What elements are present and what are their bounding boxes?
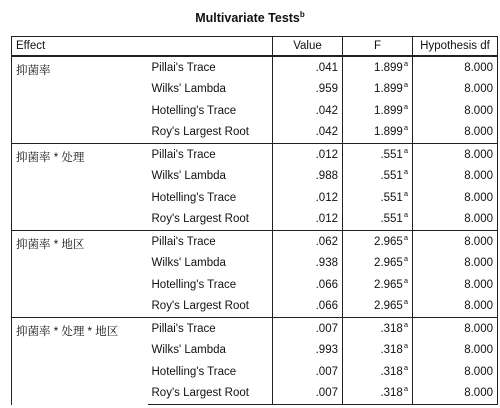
f-cell [343,166,413,188]
f-value: 1.899 [374,126,403,139]
table-row [12,56,498,79]
effect-cell: 抑菌率 * 处理 [12,144,148,231]
f-cell [343,122,413,144]
table-body [12,56,498,405]
statistic-cell: Pillai's Trace [148,231,273,253]
f-footnote: a [403,58,408,68]
statistic-cell: Wilks' Lambda [148,340,273,362]
f-cell [343,361,413,383]
value-cell: .012 [273,209,343,231]
hypothesis-df-cell: 8.000 [413,56,498,79]
f-footnote: a [403,297,408,307]
f-value: 1.899 [374,61,403,74]
value-cell: .042 [273,100,343,122]
value-cell: .988 [273,166,343,188]
hypothesis-df-cell: 8.000 [413,209,498,231]
f-value: .318 [380,322,403,335]
f-value: 1.899 [374,83,403,96]
hypothesis-df-cell: 8.000 [413,383,498,405]
f-value: .551 [380,213,403,226]
f-value: .318 [380,387,403,400]
f-cell [343,340,413,362]
f-cell [343,79,413,101]
value-cell: .993 [273,340,343,362]
value-cell: .012 [273,187,343,209]
f-footnote: a [403,362,408,372]
statistic-cell: Roy's Largest Root [148,383,273,405]
statistic-cell: Wilks' Lambda [148,166,273,188]
header-statistic [148,37,273,57]
value-cell: .938 [273,253,343,275]
f-value: 2.965 [374,235,403,248]
hypothesis-df-cell: 8.000 [413,122,498,144]
f-cell [343,383,413,405]
value-cell: .007 [273,383,343,405]
value-cell: .012 [273,144,343,166]
table-row [12,318,498,340]
hypothesis-df-cell: 8.000 [413,340,498,362]
f-value: .318 [380,365,403,378]
f-value: .551 [380,191,403,204]
hypothesis-df-cell: 8.000 [413,318,498,340]
f-footnote: a [403,123,408,133]
f-cell [343,296,413,318]
value-cell: .007 [273,361,343,383]
statistic-cell: Roy's Largest Root [148,122,273,144]
statistic-cell: Roy's Largest Root [148,296,273,318]
header-hypothesis-df: Hypothesis df [413,37,498,57]
f-cell [343,274,413,296]
hypothesis-df-cell: 8.000 [413,187,498,209]
f-footnote: a [403,341,408,351]
statistic-cell: Hotelling's Trace [148,361,273,383]
title-footnote: b [299,10,305,19]
statistic-cell: Hotelling's Trace [148,100,273,122]
f-cell [343,318,413,340]
effect-cell: 抑菌率 [12,56,148,144]
table-row [12,231,498,253]
f-footnote: a [403,80,408,90]
f-value: .551 [380,148,403,161]
statistic-cell: Wilks' Lambda [148,253,273,275]
statistic-cell: Pillai's Trace [148,144,273,166]
f-cell [343,100,413,122]
hypothesis-df-cell: 8.000 [413,296,498,318]
f-value: 1.899 [374,104,403,117]
f-footnote: a [403,254,408,264]
statistic-cell: Hotelling's Trace [148,274,273,296]
f-value: 2.965 [374,257,403,270]
hypothesis-df-cell: 8.000 [413,166,498,188]
value-cell: .041 [273,56,343,79]
hypothesis-df-cell: 8.000 [413,253,498,275]
f-footnote: a [403,275,408,285]
hypothesis-df-cell: 8.000 [413,79,498,101]
effect-cell: 抑菌率 * 处理 * 地区 [12,318,148,405]
table-row [12,144,498,166]
hypothesis-df-cell: 8.000 [413,100,498,122]
statistic-cell: Pillai's Trace [148,56,273,79]
hypothesis-df-cell: 8.000 [413,361,498,383]
statistic-cell: Roy's Largest Root [148,209,273,231]
f-cell [343,209,413,231]
f-footnote: a [403,145,408,155]
effect-cell: 抑菌率 * 地区 [12,231,148,318]
value-cell: .042 [273,122,343,144]
f-footnote: a [403,101,408,111]
table-title-text: Multivariate Tests [195,11,300,26]
table-title [0,10,500,25]
f-cell [343,253,413,275]
hypothesis-df-cell: 8.000 [413,144,498,166]
value-cell: .959 [273,79,343,101]
header-row [12,37,498,57]
f-cell [343,187,413,209]
statistic-cell: Pillai's Trace [148,318,273,340]
f-footnote: a [403,210,408,220]
f-value: 2.965 [374,278,403,291]
header-f: F [343,37,413,57]
header-value: Value [273,37,343,57]
value-cell: .066 [273,296,343,318]
f-footnote: a [403,167,408,177]
statistic-cell: Wilks' Lambda [148,79,273,101]
f-value: 2.965 [374,300,403,313]
f-footnote: a [403,188,408,198]
value-cell: .062 [273,231,343,253]
value-cell: .007 [273,318,343,340]
f-footnote: a [403,319,408,329]
multivariate-tests-table [11,36,498,405]
value-cell: .066 [273,274,343,296]
f-cell [343,144,413,166]
statistic-cell: Hotelling's Trace [148,187,273,209]
f-footnote: a [403,232,408,242]
f-footnote: a [403,384,408,394]
hypothesis-df-cell: 8.000 [413,231,498,253]
f-value: .551 [380,170,403,183]
f-cell [343,56,413,79]
f-cell [343,231,413,253]
header-effect: Effect [12,37,148,57]
hypothesis-df-cell: 8.000 [413,274,498,296]
f-value: .318 [380,344,403,357]
